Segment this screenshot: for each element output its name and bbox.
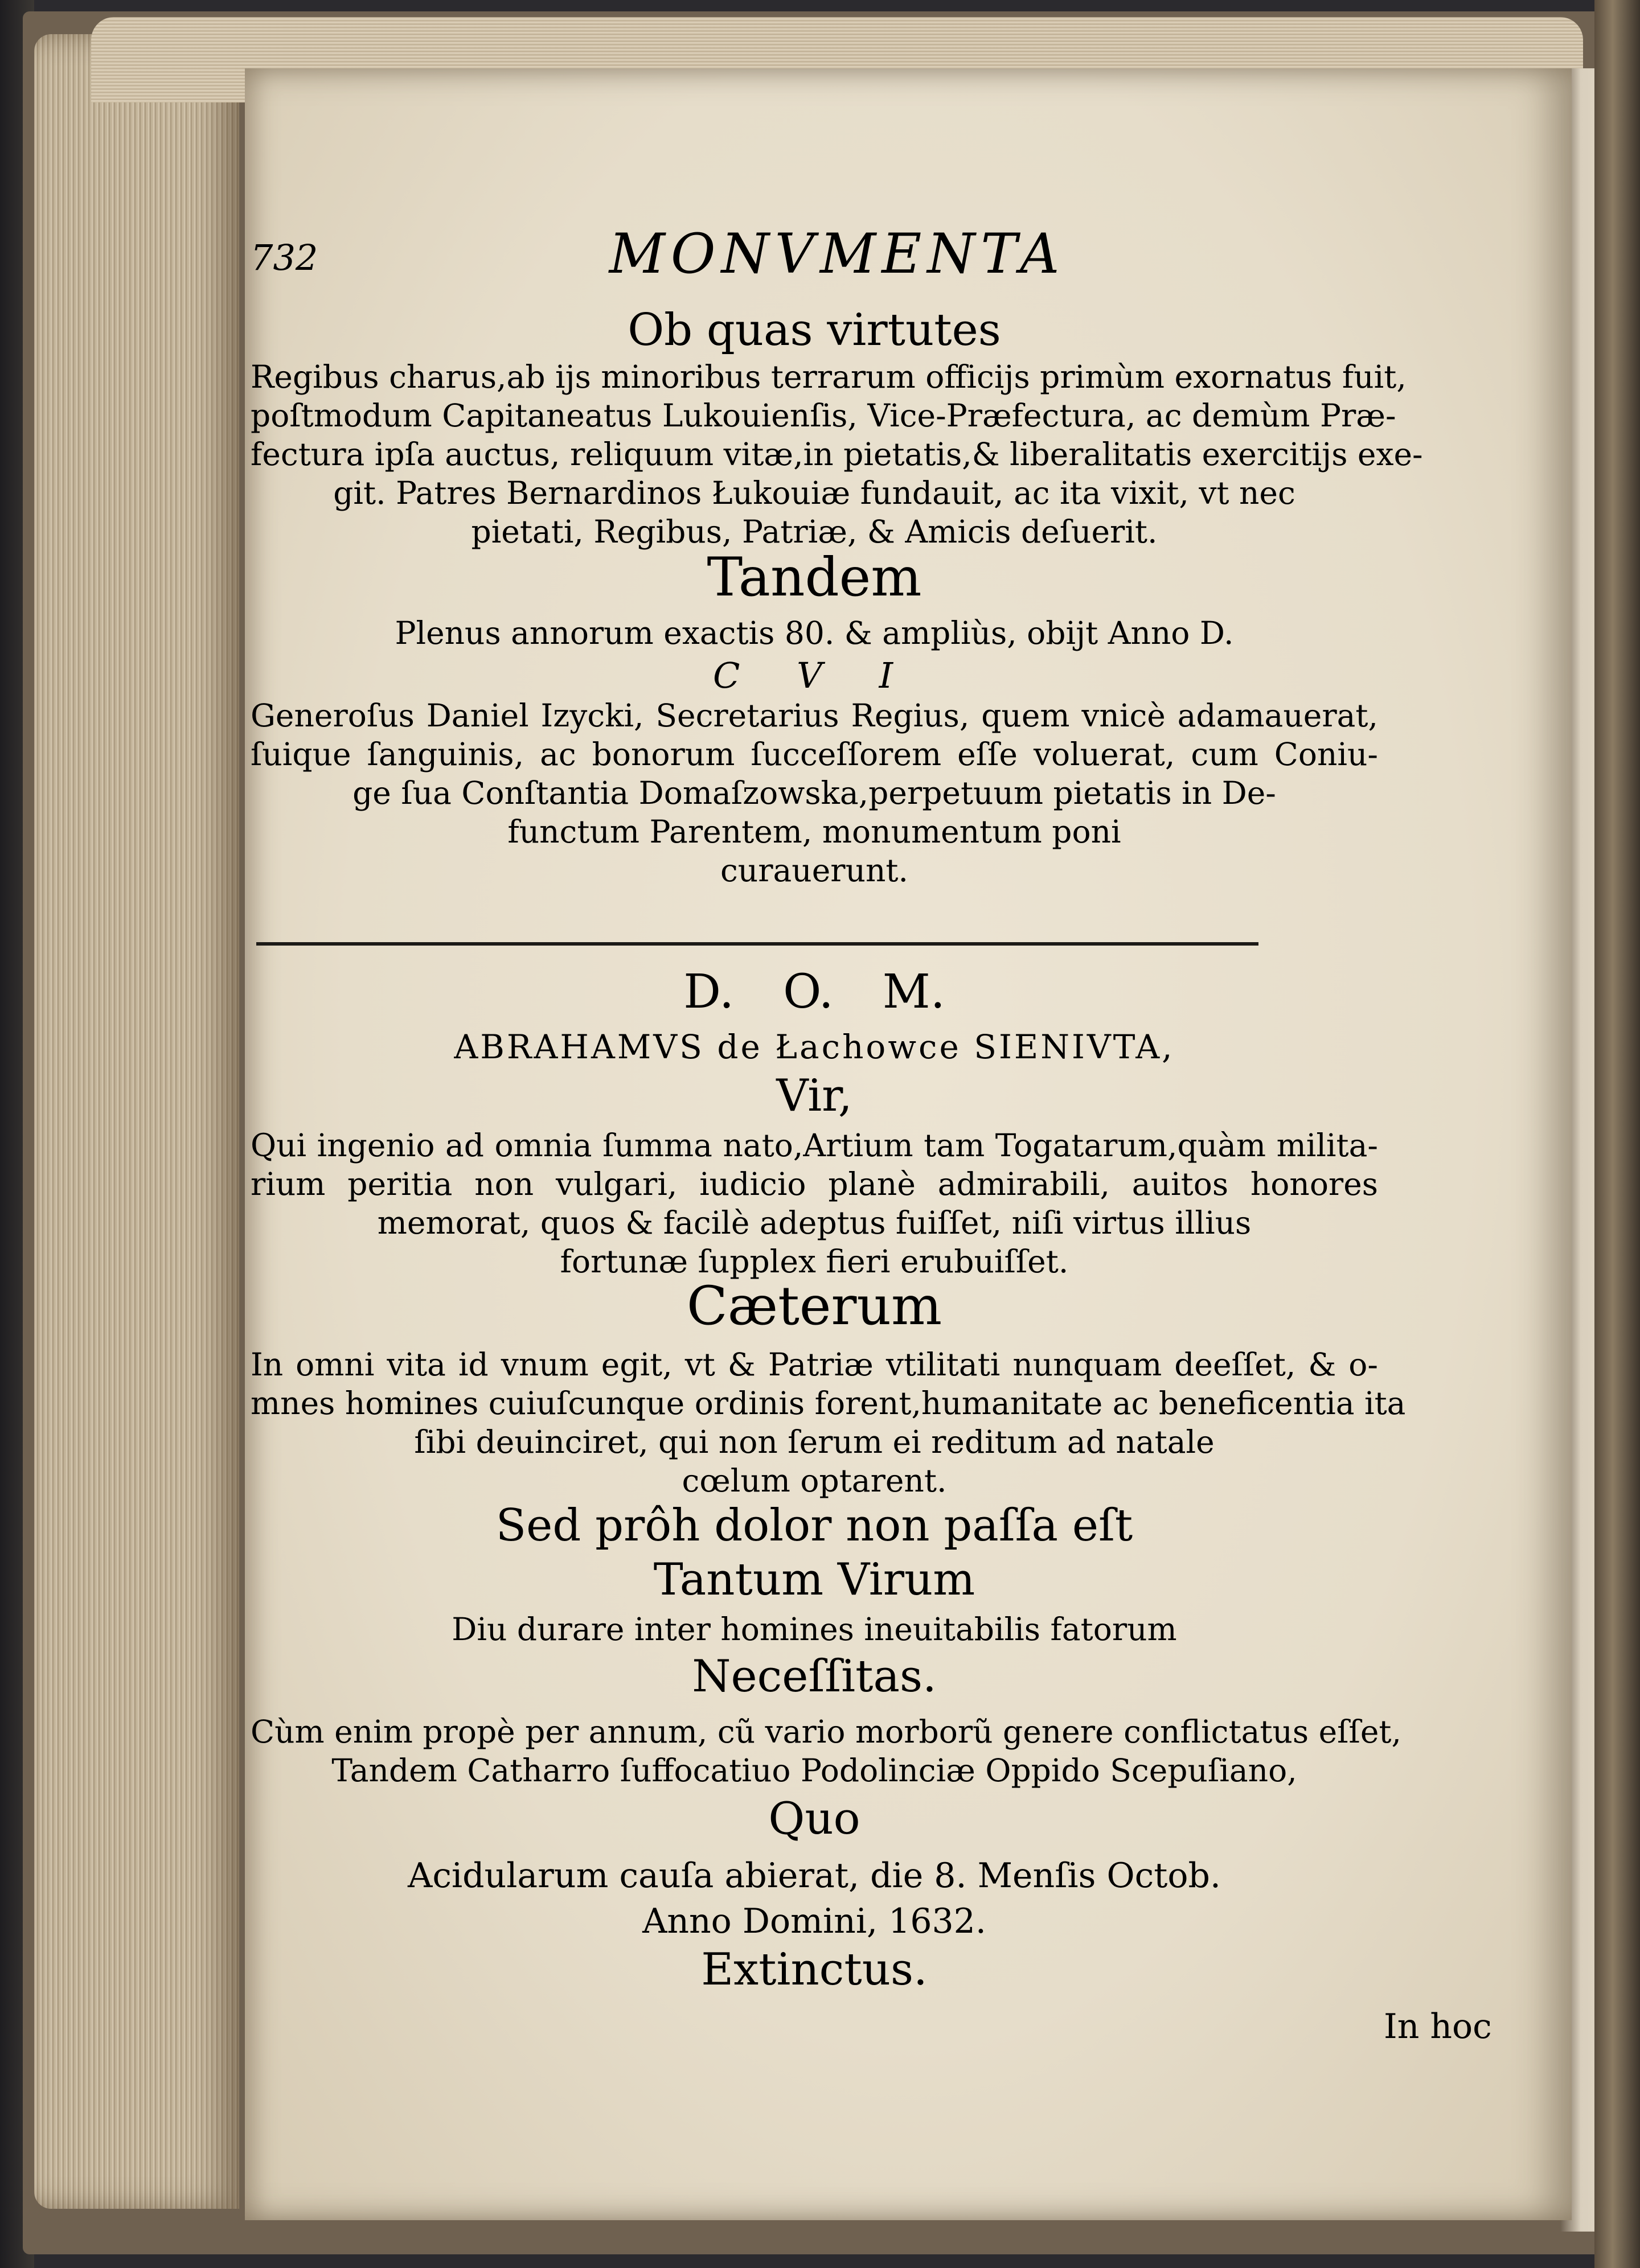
text-line: Diu durare inter homines ineuitabilis fatorum [452,1611,1177,1647]
text-line: ſuique ſanguinis, ac bonorum ſucceſſorem eſſe voluerat, cum Coniu- [251,736,1378,773]
book-spine [1594,0,1640,2268]
heading-dom: D. O. M. [683,965,945,1019]
page-number: 732 [251,237,318,278]
text-line: Anno Domini, 1632. [642,1901,986,1941]
catchword: In hoc [1384,2007,1492,2047]
running-title: MONVMENTA [609,222,1065,286]
page-header [251,222,1378,285]
text-line: rium peritia non vulgari, iudicio planè admirabili, auitos honores [251,1166,1378,1202]
text-line: ge ſua Conſtantia Domaſzowska,perpetuum pietatis in De- [352,775,1276,811]
heading-vir: Vir, [776,1070,852,1121]
heading-extinctus: Extinctus. [701,1944,928,1995]
heading-caeterum: Cæterum [686,1275,942,1337]
text-line: Acidularum cauſa abierat, die 8. Menſis Octob. [408,1856,1221,1896]
obit-line: Plenus annorum exactis 80. & ampliùs, obijt Anno D. [395,615,1234,651]
text-line: fectura ipſa auctus, reliquum vitæ,in pietatis,& liberalitatis exercitijs exe- [251,436,1423,472]
text-line: fortunæ ſupplex fieri erubuiſſet. [560,1243,1069,1280]
text-line: Regibus charus,ab ijs minoribus terrarum officijs primùm exornatus fuit, [251,359,1407,395]
heading-necessitas: Neceſſitas. [692,1651,937,1702]
name-line: ABRAHAMVS de Łachowce SIENIVTA, [454,1028,1175,1066]
text-line: Cùm enim propè per annum, cũ vario morborũ genere conflictatus eſſet, [251,1714,1402,1750]
text-line: poſtmodum Capitaneatus Lukouienſis, Vice-Præfectura, ac demùm Præ- [251,397,1396,434]
text-line: Qui ingenio ad omnia ſumma nato,Artium tam Togatarum,quàm milita- [251,1127,1378,1164]
heading-tandem: Tandem [707,547,922,609]
section-divider [256,942,1258,946]
page-edges-left [34,34,239,2209]
text-line: cœlum optarent. [682,1462,947,1499]
text-line: pietati, Regibus, Patriæ, & Amicis deſuerit. [471,513,1158,550]
text-line: git. Patres Bernardinos Łukouiæ fundauit, ac ita vixit, vt nec [333,475,1295,511]
text-line: Generoſus Daniel Izycki, Secretarius Regius, quem vnicè adamauerat, [251,697,1378,734]
text-line: curauerunt. [720,852,908,889]
text-line: Tandem Catharro ſuffocatiuo Podolinciæ Oppido Scepuſiano, [331,1752,1297,1789]
text-line: ſibi deuinciret, qui non ſerum ei reditum ad natale [414,1424,1215,1460]
text-line: mnes homines cuiuſcunque ordinis forent,humanitate ac beneficentia ita [251,1385,1406,1421]
text-line: In omni vita id vnum egit, vt & Patriæ vtilitati nunquam deeſſet, & o- [251,1346,1378,1383]
heading-sed-proh-dolor: Sed prôh dolor non paſſa eſt [495,1500,1133,1551]
heading-cui: C V I [712,655,916,696]
text-line: functum Parentem, monumentum poni [507,813,1121,850]
text-line: memorat, quos & facilè adeptus fuiſſet, niſi virtus illius [377,1205,1252,1241]
heading-tantum-virum: Tantum Virum [653,1554,975,1605]
heading-quo: Quo [768,1793,860,1844]
heading-ob-quas-virtutes: Ob quas virtutes [628,305,1001,356]
